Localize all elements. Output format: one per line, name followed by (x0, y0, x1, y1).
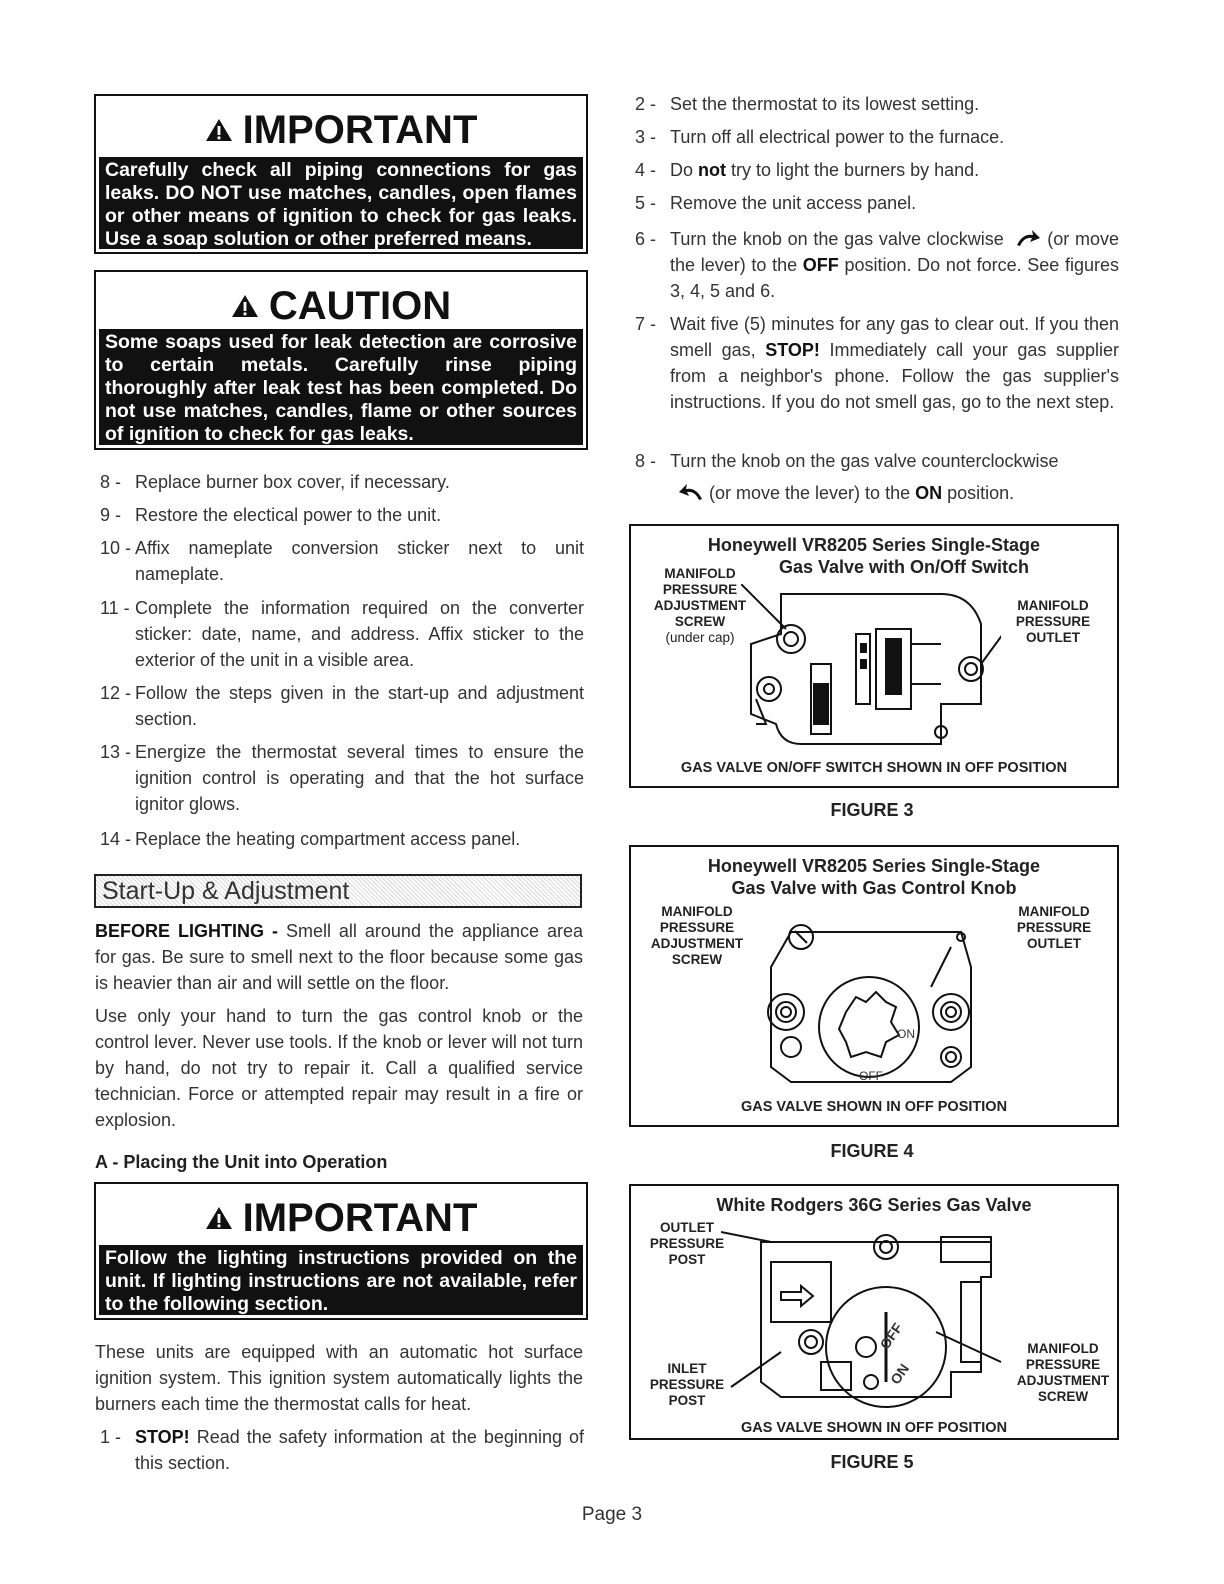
operation-subheading: A - Placing the Unit into Operation (95, 1152, 388, 1172)
warning-triangle-icon (205, 1206, 233, 1230)
ignition-paragraph: These units are equipped with an automatic hot surface ignition system. This ignition system automatically lights the burners each time the thermostat calls for heat. (95, 1342, 583, 1414)
step-text (135, 1424, 584, 1476)
figure-4-title-1: Honeywell VR8205 Series Single-Stage (707, 856, 1041, 876)
figure-4-off-label: OFF (859, 1069, 883, 1083)
step-text: Turn off all electrical power to the furnace. (670, 127, 1005, 147)
bold-part: STOP! (765, 340, 820, 360)
honeywell-valve-knob-diagram (751, 917, 1001, 1087)
step-text: Restore the electical power to the unit. (135, 505, 442, 525)
figure-5-caption: GAS VALVE SHOWN IN OFF POSITION (740, 1420, 1008, 1436)
caution-box (94, 270, 588, 450)
step-text (670, 226, 1119, 304)
text-part: Wait five (5) minutes for any gas to clear out. If you then smell gas, (670, 314, 1119, 360)
label-line: ADJUSTMENT (1016, 1373, 1110, 1388)
important-title-2: IMPORTANT (96, 1198, 586, 1238)
step-text: Set the thermostat to its lowest setting. (670, 94, 980, 114)
step-text: Remove the unit access panel. (670, 193, 917, 213)
label-line: PRESSURE (1015, 614, 1091, 629)
label-line: MANIFOLD (1027, 1341, 1099, 1356)
before-lighting-label: BEFORE LIGHTING - (95, 921, 278, 941)
label-line: PRESSURE (1025, 1357, 1101, 1372)
white-rodgers-valve-diagram (721, 1222, 1021, 1412)
figure-3-title-1: Honeywell VR8205 Series Single-Stage (707, 535, 1041, 555)
text-part: position. (942, 483, 1015, 503)
label-line: SCREW (671, 952, 723, 967)
important-body-2: Follow the lighting instructions provided on the unit. If lighting instructions are not available, refer to the following section. (99, 1245, 583, 1315)
step-text: Complete the information required on the converter sticker: date, name, and address. Affix sticker to the exterior of the unit in a visible area. (135, 598, 584, 670)
label-line: SCREW (1037, 1389, 1089, 1404)
warning-triangle-icon (205, 118, 233, 142)
clockwise-arrow-icon (1015, 229, 1041, 247)
step-number: 12 - (100, 683, 132, 703)
label-line: PRESSURE (649, 1377, 725, 1392)
figure-3-title-2: Gas Valve with On/Off Switch (778, 557, 1030, 577)
important-box-1 (94, 94, 588, 254)
figure-5-on-label: ON (886, 1360, 913, 1388)
text-part: try to light the burners by hand. (726, 160, 980, 180)
step-text: Replace the heating compartment access panel. (135, 829, 521, 849)
warning-triangle-icon (231, 294, 259, 318)
step-number: 4 - (635, 160, 657, 180)
label-line: POST (668, 1393, 706, 1408)
label-line: OUTLET (1026, 630, 1080, 645)
label-line: INLET (667, 1361, 707, 1376)
figure-4-left-label (637, 904, 757, 968)
step-text (670, 157, 1119, 183)
step-number: 10 - (100, 538, 132, 558)
text-part: (or move the lever) to the (670, 229, 1119, 275)
figure-4-number: FIGURE 4 (830, 1141, 914, 1161)
page-number: Page 3 (581, 1504, 643, 1525)
step-number: 9 - (100, 505, 122, 525)
step-text: Energize the thermostat several times to ensure the ignition control is operating and that the hot surface ignitor glows. (135, 742, 584, 814)
step-number: 2 - (635, 94, 657, 114)
figure-5-number: FIGURE 5 (830, 1452, 914, 1472)
step-number: 5 - (635, 193, 657, 213)
label-line: MANIFOLD (664, 566, 736, 581)
step-number: 8 - (635, 451, 657, 471)
figure-3-left-label (645, 566, 755, 646)
label-line: PRESSURE (649, 1236, 725, 1251)
stop-label: STOP! (135, 1427, 190, 1447)
label-line: OUTLET (660, 1220, 714, 1235)
step-1-text: Read the safety information at the beginning of this section. (135, 1427, 584, 1473)
text-part: position. Do not force. See figures 3, 4, 5 and 6. (670, 255, 1119, 301)
text-part: Do (670, 160, 699, 180)
use-hand-paragraph: Use only your hand to turn the gas control knob or the control lever. Never use tools. If the knob or lever will not turn by hand, do not try to repair it. Call a qualified service technician. Force or attempted repair may result in a fire or explosion. (95, 1006, 583, 1130)
step-number: 8 - (100, 472, 122, 492)
step-text: Replace burner box cover, if necessary. (135, 472, 450, 492)
caution-body: Some soaps used for leak detection are corrosive to certain metals. Carefully rinse piping thoroughly after leak test has been completed. Do not use matches, candles, flame or other sources of ignition to check for gas leaks. (99, 329, 583, 445)
figure-4-on-label: ON (897, 1027, 915, 1041)
figure-5-title: White Rodgers 36G Series Gas Valve (716, 1195, 1032, 1215)
caution-title: CAUTION (96, 286, 586, 326)
honeywell-valve-switch-diagram (741, 584, 1001, 754)
figure-4-title-2: Gas Valve with Gas Control Knob (731, 878, 1017, 898)
figure-3-caption: GAS VALVE ON/OFF SWITCH SHOWN IN OFF POSITION (680, 760, 1068, 776)
section-heading-text: Start-Up & Adjustment (102, 877, 350, 905)
label-line: PRESSURE (1016, 920, 1092, 935)
text-part: Turn the knob on the gas valve clockwise (670, 229, 1004, 249)
step-number: 13 - (100, 742, 132, 762)
label-line: POST (668, 1252, 706, 1267)
before-lighting-paragraph (95, 918, 583, 996)
important-title-1: IMPORTANT (96, 110, 586, 150)
before-lighting-text: Smell all around the appliance area for gas. Be sure to smell next to the floor because some gas is heavier than air and will settle on the floor. (95, 921, 583, 993)
step-number: 3 - (635, 127, 657, 147)
figure-5-off-label: OFF (876, 1319, 906, 1353)
step-number: 11 - (100, 598, 130, 618)
bold-part: ON (915, 483, 943, 503)
step-number: 1 - (100, 1427, 122, 1447)
label-line: MANIFOLD (1017, 598, 1089, 613)
step-text (670, 445, 1119, 509)
bold-part: not (698, 160, 726, 180)
counterclockwise-arrow-icon (676, 483, 704, 501)
bold-part: OFF (802, 255, 839, 275)
label-line: MANIFOLD (661, 904, 733, 919)
figure-3-number: FIGURE 3 (830, 800, 914, 820)
label-line: ADJUSTMENT (653, 598, 747, 613)
label-line: ADJUSTMENT (650, 936, 744, 951)
label-line: MANIFOLD (1018, 904, 1090, 919)
text-part: (or move the lever) to the (704, 483, 916, 503)
text-part: Turn the knob on the gas valve counterclockwise (670, 451, 1059, 471)
step-text: Follow the steps given in the start-up and adjustment section. (135, 683, 584, 729)
label-line: (under cap) (665, 630, 735, 645)
label-line: SCREW (674, 614, 726, 629)
label-line: OUTLET (1027, 936, 1081, 951)
step-text (670, 311, 1119, 415)
text-part: Immediately call your gas supplier from a neighbor's phone. Follow the gas supplier's instructions. If you do not smell gas, go to the next step. (670, 340, 1119, 412)
important-box-2 (94, 1182, 588, 1320)
important-body-1: Carefully check all piping connections for gas leaks. DO NOT use matches, candles, open flames or other means of ignition to check for gas leaks. Use a soap solution or other preferred means. (99, 157, 583, 249)
figure-3-box (629, 524, 1119, 788)
step-number: 7 - (635, 314, 657, 334)
figure-3-right-label (1003, 598, 1103, 646)
section-heading (94, 874, 582, 908)
step-text: Affix nameplate conversion sticker next to unit nameplate. (135, 538, 584, 584)
step-number: 6 - (635, 229, 657, 249)
figure-4-box (629, 845, 1119, 1127)
figure-5-right-label (1013, 1341, 1113, 1405)
label-line: PRESSURE (662, 582, 738, 597)
label-line: PRESSURE (659, 920, 735, 935)
figure-4-right-label (999, 904, 1109, 952)
figure-4-caption: GAS VALVE SHOWN IN OFF POSITION (740, 1099, 1008, 1115)
step-number: 14 - (100, 829, 132, 849)
figure-5-box (629, 1184, 1119, 1440)
